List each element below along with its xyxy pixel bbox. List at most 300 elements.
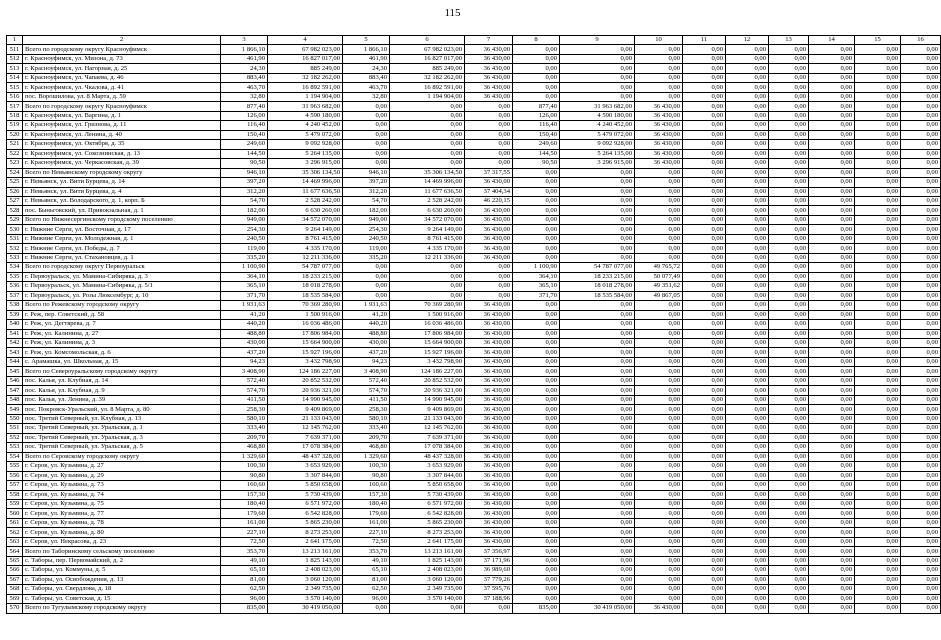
value-cell: 0,00 (809, 272, 855, 281)
value-cell: 430,00 (221, 339, 268, 348)
value-cell: 0,00 (809, 509, 855, 518)
value-cell: 0,00 (635, 339, 683, 348)
value-cell: 0,00 (855, 320, 901, 329)
value-cell: 0,00 (343, 149, 390, 158)
column-header: 16 (901, 36, 941, 45)
table-row (7, 528, 941, 537)
name-cell: г. Красноуфимск, ул. Варгина, д. 1 (23, 111, 221, 120)
value-cell: 70 369 280,90 (268, 301, 343, 310)
value-cell: 3 653 929,00 (268, 462, 343, 471)
value-cell: 0,00 (683, 499, 726, 508)
row-number-cell: 570 (7, 604, 23, 613)
value-cell: 0,00 (560, 547, 635, 556)
value-cell: 0,00 (683, 405, 726, 414)
value-cell: 0,00 (901, 301, 941, 310)
value-cell: 0,00 (855, 310, 901, 319)
value-cell: 9 409 869,00 (268, 405, 343, 414)
table-row (7, 310, 941, 319)
value-cell: 0,00 (809, 64, 855, 73)
value-cell: 0,00 (769, 140, 809, 149)
value-cell: 333,40 (343, 424, 390, 433)
table-row (7, 149, 941, 158)
row-number-cell: 513 (7, 64, 23, 73)
value-cell: 0,00 (855, 433, 901, 442)
value-cell: 463,70 (343, 83, 390, 92)
value-cell: 36 430,00 (465, 234, 513, 243)
value-cell: 182,00 (343, 206, 390, 215)
value-cell: 0,00 (769, 149, 809, 158)
value-cell: 18 018 278,00 (560, 282, 635, 291)
table-row (7, 556, 941, 565)
value-cell: 0,00 (513, 301, 560, 310)
value-cell: 16 036 486,00 (390, 320, 465, 329)
table-row (7, 206, 941, 215)
value-cell: 0,00 (683, 585, 726, 594)
value-cell: 0,00 (560, 320, 635, 329)
value-cell: 0,00 (809, 130, 855, 139)
value-cell: 0,00 (901, 471, 941, 480)
table-row (7, 159, 941, 168)
row-number-cell: 558 (7, 490, 23, 499)
value-cell: 0,00 (726, 490, 769, 499)
value-cell: 0,00 (769, 291, 809, 300)
value-cell: 0,00 (855, 130, 901, 139)
value-cell: 0,00 (769, 585, 809, 594)
value-cell: 0,00 (855, 471, 901, 480)
value-cell: 0,00 (683, 130, 726, 139)
row-number-cell: 519 (7, 121, 23, 130)
value-cell: 0,00 (683, 443, 726, 452)
value-cell: 0,00 (683, 320, 726, 329)
value-cell: 0,00 (635, 386, 683, 395)
value-cell: 0,00 (855, 594, 901, 603)
value-cell: 353,70 (343, 547, 390, 556)
row-number-cell: 553 (7, 443, 23, 452)
value-cell: 0,00 (855, 159, 901, 168)
value-cell: 90,80 (221, 471, 268, 480)
value-cell: 0,00 (635, 471, 683, 480)
value-cell: 371,70 (221, 291, 268, 300)
value-cell: 0,00 (901, 414, 941, 423)
value-cell: 0,00 (560, 301, 635, 310)
name-cell: с. Таборы, ул. Коммуны, д. 5 (23, 566, 221, 575)
value-cell: 0,00 (513, 348, 560, 357)
value-cell: 0,00 (390, 149, 465, 158)
table-row (7, 386, 941, 395)
value-cell: 0,00 (635, 253, 683, 262)
value-cell: 0,00 (635, 206, 683, 215)
row-number-cell: 534 (7, 263, 23, 272)
value-cell: 144,50 (513, 149, 560, 158)
value-cell: 0,00 (726, 518, 769, 527)
value-cell: 0,00 (683, 263, 726, 272)
value-cell: 0,00 (513, 64, 560, 73)
value-cell: 0,00 (635, 178, 683, 187)
value-cell: 463,70 (221, 83, 268, 92)
value-cell: 36 430,00 (465, 367, 513, 376)
value-cell: 411,50 (221, 395, 268, 404)
value-cell: 36 430,00 (465, 376, 513, 385)
value-cell: 150,40 (221, 130, 268, 139)
value-cell: 0,00 (635, 92, 683, 101)
name-cell: г. Нижние Серги, ул. Победы, д. 7 (23, 244, 221, 253)
value-cell: 0,00 (635, 452, 683, 461)
column-header: 4 (268, 36, 343, 45)
value-cell: 0,00 (855, 509, 901, 518)
value-cell: 31 963 682,00 (268, 102, 343, 111)
value-cell: 0,00 (635, 575, 683, 584)
value-cell: 0,00 (513, 462, 560, 471)
value-cell: 0,00 (809, 424, 855, 433)
value-cell: 0,00 (726, 585, 769, 594)
value-cell: 0,00 (726, 149, 769, 158)
value-cell: 0,00 (683, 196, 726, 205)
value-cell: 0,00 (560, 215, 635, 224)
value-cell: 0,00 (635, 518, 683, 527)
name-cell: пос. Калья, ул. Клубная, д. 14 (23, 376, 221, 385)
value-cell: 0,00 (465, 102, 513, 111)
value-cell: 1 825 143,00 (268, 556, 343, 565)
value-cell: 3 432 798,90 (268, 357, 343, 366)
value-cell: 0,00 (901, 490, 941, 499)
value-cell: 160,60 (343, 481, 390, 490)
value-cell: 62,50 (221, 585, 268, 594)
value-cell: 0,00 (513, 253, 560, 262)
value-cell: 364,10 (221, 272, 268, 281)
value-cell: 0,00 (855, 149, 901, 158)
value-cell: 15 927 196,00 (390, 348, 465, 357)
value-cell: 0,00 (513, 528, 560, 537)
table-row (7, 509, 941, 518)
value-cell: 0,00 (726, 547, 769, 556)
value-cell: 0,00 (683, 310, 726, 319)
value-cell: 0,00 (855, 178, 901, 187)
value-cell: 0,00 (635, 566, 683, 575)
table-row (7, 130, 941, 139)
value-cell: 580,10 (221, 414, 268, 423)
value-cell: 3 307 844,00 (390, 471, 465, 480)
value-cell: 227,10 (221, 528, 268, 537)
value-cell: 0,00 (635, 225, 683, 234)
value-cell: 0,00 (769, 121, 809, 130)
value-cell: 36 430,00 (465, 92, 513, 101)
value-cell: 36 430,00 (635, 130, 683, 139)
value-cell: 249,60 (513, 140, 560, 149)
value-cell: 49 351,62 (635, 282, 683, 291)
value-cell: 0,00 (465, 130, 513, 139)
value-cell: 0,00 (901, 433, 941, 442)
value-cell: 48 437 328,00 (390, 452, 465, 461)
value-cell: 0,00 (901, 386, 941, 395)
value-cell: 0,00 (901, 329, 941, 338)
value-cell: 0,00 (726, 348, 769, 357)
value-cell: 36 430,00 (465, 414, 513, 423)
value-cell: 0,00 (560, 225, 635, 234)
value-cell: 0,00 (769, 452, 809, 461)
value-cell: 0,00 (901, 140, 941, 149)
value-cell: 49,10 (221, 556, 268, 565)
value-cell: 65,10 (221, 566, 268, 575)
value-cell: 0,00 (809, 45, 855, 54)
value-cell: 0,00 (855, 481, 901, 490)
value-cell: 0,00 (901, 367, 941, 376)
row-number-cell: 537 (7, 291, 23, 300)
value-cell: 3 060 120,00 (268, 575, 343, 584)
value-cell: 0,00 (683, 140, 726, 149)
row-number-cell: 567 (7, 575, 23, 584)
value-cell: 0,00 (901, 594, 941, 603)
table-row (7, 215, 941, 224)
value-cell: 0,00 (855, 329, 901, 338)
value-cell: 3 570 140,00 (390, 594, 465, 603)
value-cell: 0,00 (635, 54, 683, 63)
value-cell: 0,00 (769, 310, 809, 319)
value-cell: 0,00 (726, 537, 769, 546)
value-cell: 35 306 134,50 (390, 168, 465, 177)
value-cell: 0,00 (901, 64, 941, 73)
value-cell: 0,00 (726, 471, 769, 480)
value-cell: 72,50 (343, 537, 390, 546)
value-cell: 0,00 (809, 196, 855, 205)
value-cell: 0,00 (769, 594, 809, 603)
value-cell: 574,70 (221, 386, 268, 395)
value-cell: 30 419 050,00 (560, 604, 635, 613)
value-cell: 0,00 (560, 566, 635, 575)
value-cell: 0,00 (635, 462, 683, 471)
value-cell: 0,00 (683, 244, 726, 253)
table-row (7, 499, 941, 508)
value-cell: 0,00 (769, 73, 809, 82)
value-cell: 0,00 (560, 424, 635, 433)
name-cell: г. Красноуфимск, ул. Мизона, д. 73 (23, 54, 221, 63)
value-cell: 0,00 (901, 509, 941, 518)
value-cell: 0,00 (901, 357, 941, 366)
row-number-cell: 546 (7, 376, 23, 385)
value-cell: 0,00 (513, 386, 560, 395)
table-row (7, 433, 941, 442)
row-number-cell: 536 (7, 282, 23, 291)
table-row (7, 64, 941, 73)
value-cell: 116,40 (513, 121, 560, 130)
value-cell: 0,00 (769, 471, 809, 480)
row-number-cell: 530 (7, 225, 23, 234)
value-cell: 0,00 (513, 518, 560, 527)
value-cell: 0,00 (513, 92, 560, 101)
value-cell: 0,00 (809, 405, 855, 414)
row-number-cell: 535 (7, 272, 23, 281)
value-cell: 0,00 (809, 282, 855, 291)
value-cell: 0,00 (683, 159, 726, 168)
value-cell: 0,00 (683, 168, 726, 177)
value-cell: 5 730 439,00 (268, 490, 343, 499)
value-cell: 18 535 584,00 (268, 291, 343, 300)
value-cell: 0,00 (769, 272, 809, 281)
value-cell: 0,00 (726, 244, 769, 253)
value-cell: 96,00 (221, 594, 268, 603)
header-row (7, 36, 941, 45)
value-cell: 6 630 260,00 (268, 206, 343, 215)
value-cell: 1 866,10 (221, 45, 268, 54)
table-row (7, 339, 941, 348)
row-number-cell: 526 (7, 187, 23, 196)
value-cell: 179,60 (221, 509, 268, 518)
value-cell: 36 430,00 (465, 462, 513, 471)
value-cell: 468,80 (343, 443, 390, 452)
value-cell: 0,00 (390, 140, 465, 149)
value-cell: 883,40 (221, 73, 268, 82)
value-cell: 0,00 (726, 310, 769, 319)
value-cell: 0,00 (560, 386, 635, 395)
value-cell: 572,40 (343, 376, 390, 385)
value-cell: 0,00 (769, 187, 809, 196)
value-cell: 0,00 (683, 414, 726, 423)
value-cell: 0,00 (726, 452, 769, 461)
value-cell: 312,20 (343, 187, 390, 196)
value-cell: 0,00 (635, 405, 683, 414)
value-cell: 3 307 844,00 (268, 471, 343, 480)
value-cell: 0,00 (513, 405, 560, 414)
value-cell: 5 264 135,00 (560, 149, 635, 158)
value-cell: 0,00 (683, 604, 726, 613)
value-cell: 0,00 (726, 367, 769, 376)
value-cell: 0,00 (560, 499, 635, 508)
row-number-cell: 543 (7, 348, 23, 357)
value-cell: 12 145 762,00 (390, 424, 465, 433)
column-header: 12 (726, 36, 769, 45)
value-cell: 0,00 (726, 604, 769, 613)
value-cell: 0,00 (560, 45, 635, 54)
value-cell: 0,00 (635, 481, 683, 490)
value-cell: 0,00 (343, 604, 390, 613)
value-cell: 0,00 (809, 310, 855, 319)
value-cell: 0,00 (726, 282, 769, 291)
value-cell: 0,00 (513, 585, 560, 594)
value-cell: 0,00 (513, 443, 560, 452)
value-cell: 0,00 (726, 196, 769, 205)
value-cell: 6 542 828,00 (390, 509, 465, 518)
value-cell: 0,00 (726, 301, 769, 310)
value-cell: 32,80 (343, 92, 390, 101)
value-cell: 6 571 972,00 (268, 499, 343, 508)
value-cell: 4 240 452,00 (560, 121, 635, 130)
value-cell: 0,00 (726, 83, 769, 92)
table-row (7, 301, 941, 310)
value-cell: 2 641 175,00 (390, 537, 465, 546)
value-cell: 36 430,00 (465, 395, 513, 404)
value-cell: 0,00 (390, 121, 465, 130)
value-cell: 3 408,90 (343, 367, 390, 376)
value-cell: 13 213 161,00 (268, 547, 343, 556)
value-cell: 0,00 (343, 291, 390, 300)
value-cell: 0,00 (560, 481, 635, 490)
name-cell: г. Красноуфимск, ул. Гризнова, д. 11 (23, 121, 221, 130)
value-cell: 62,50 (343, 585, 390, 594)
name-cell: г. Красноуфимск, ул. Черкасовская, д. 39 (23, 159, 221, 168)
value-cell: 0,00 (769, 64, 809, 73)
value-cell: 0,00 (683, 433, 726, 442)
value-cell: 0,00 (809, 102, 855, 111)
value-cell: 3 060 120,00 (390, 575, 465, 584)
value-cell: 3 408,90 (221, 367, 268, 376)
value-cell: 0,00 (901, 566, 941, 575)
value-cell: 258,30 (343, 405, 390, 414)
value-cell: 18 018 278,00 (268, 282, 343, 291)
value-cell: 0,00 (683, 462, 726, 471)
value-cell: 0,00 (513, 215, 560, 224)
table-row (7, 405, 941, 414)
name-cell: г. Серов, ул. Кузьмина, д. 27 (23, 462, 221, 471)
value-cell: 0,00 (513, 244, 560, 253)
name-cell: г. Красноуфимск, ул. Нагорная, д. 25 (23, 64, 221, 73)
value-cell: 209,70 (343, 433, 390, 442)
value-cell: 1 329,60 (343, 452, 390, 461)
value-cell: 0,00 (683, 566, 726, 575)
value-cell: 20 852 532,00 (390, 376, 465, 385)
value-cell: 209,70 (221, 433, 268, 442)
value-cell: 0,00 (855, 168, 901, 177)
value-cell: 0,00 (635, 329, 683, 338)
value-cell: 0,00 (683, 149, 726, 158)
row-number-cell: 515 (7, 83, 23, 92)
value-cell: 16 827 017,00 (390, 54, 465, 63)
value-cell: 0,00 (769, 215, 809, 224)
value-cell: 0,00 (726, 575, 769, 584)
value-cell: 0,00 (855, 575, 901, 584)
value-cell: 0,00 (809, 481, 855, 490)
table-row (7, 395, 941, 404)
column-header: 7 (465, 36, 513, 45)
value-cell: 0,00 (809, 348, 855, 357)
value-cell: 0,00 (726, 339, 769, 348)
value-cell: 36 430,00 (635, 111, 683, 120)
value-cell: 0,00 (809, 320, 855, 329)
value-cell: 8 273 253,00 (390, 528, 465, 537)
value-cell: 36 430,00 (465, 339, 513, 348)
row-number-cell: 512 (7, 54, 23, 63)
value-cell: 364,10 (513, 272, 560, 281)
value-cell: 1 100,90 (221, 263, 268, 272)
row-number-cell: 563 (7, 537, 23, 546)
value-cell: 0,00 (769, 367, 809, 376)
table-row (7, 187, 941, 196)
value-cell: 0,00 (901, 528, 941, 537)
value-cell: 468,80 (221, 443, 268, 452)
row-number-cell: 560 (7, 509, 23, 518)
value-cell: 0,00 (726, 159, 769, 168)
table-row (7, 140, 941, 149)
row-number-cell: 569 (7, 594, 23, 603)
value-cell: 0,00 (855, 301, 901, 310)
value-cell: 0,00 (683, 73, 726, 82)
value-cell: 0,00 (726, 178, 769, 187)
value-cell: 0,00 (809, 575, 855, 584)
value-cell: 8 273 253,00 (268, 528, 343, 537)
value-cell: 20 852 532,00 (268, 376, 343, 385)
value-cell: 36 430,00 (465, 518, 513, 527)
value-cell: 0,00 (513, 566, 560, 575)
value-cell: 0,00 (560, 196, 635, 205)
value-cell: 0,00 (465, 121, 513, 130)
value-cell: 14 469 996,00 (268, 178, 343, 187)
value-cell: 0,00 (809, 518, 855, 527)
row-number-cell: 538 (7, 301, 23, 310)
value-cell: 397,20 (221, 178, 268, 187)
value-cell: 0,00 (465, 282, 513, 291)
value-cell: 0,00 (726, 234, 769, 243)
value-cell: 0,00 (726, 386, 769, 395)
value-cell: 9 092 928,00 (268, 140, 343, 149)
value-cell: 0,00 (560, 443, 635, 452)
